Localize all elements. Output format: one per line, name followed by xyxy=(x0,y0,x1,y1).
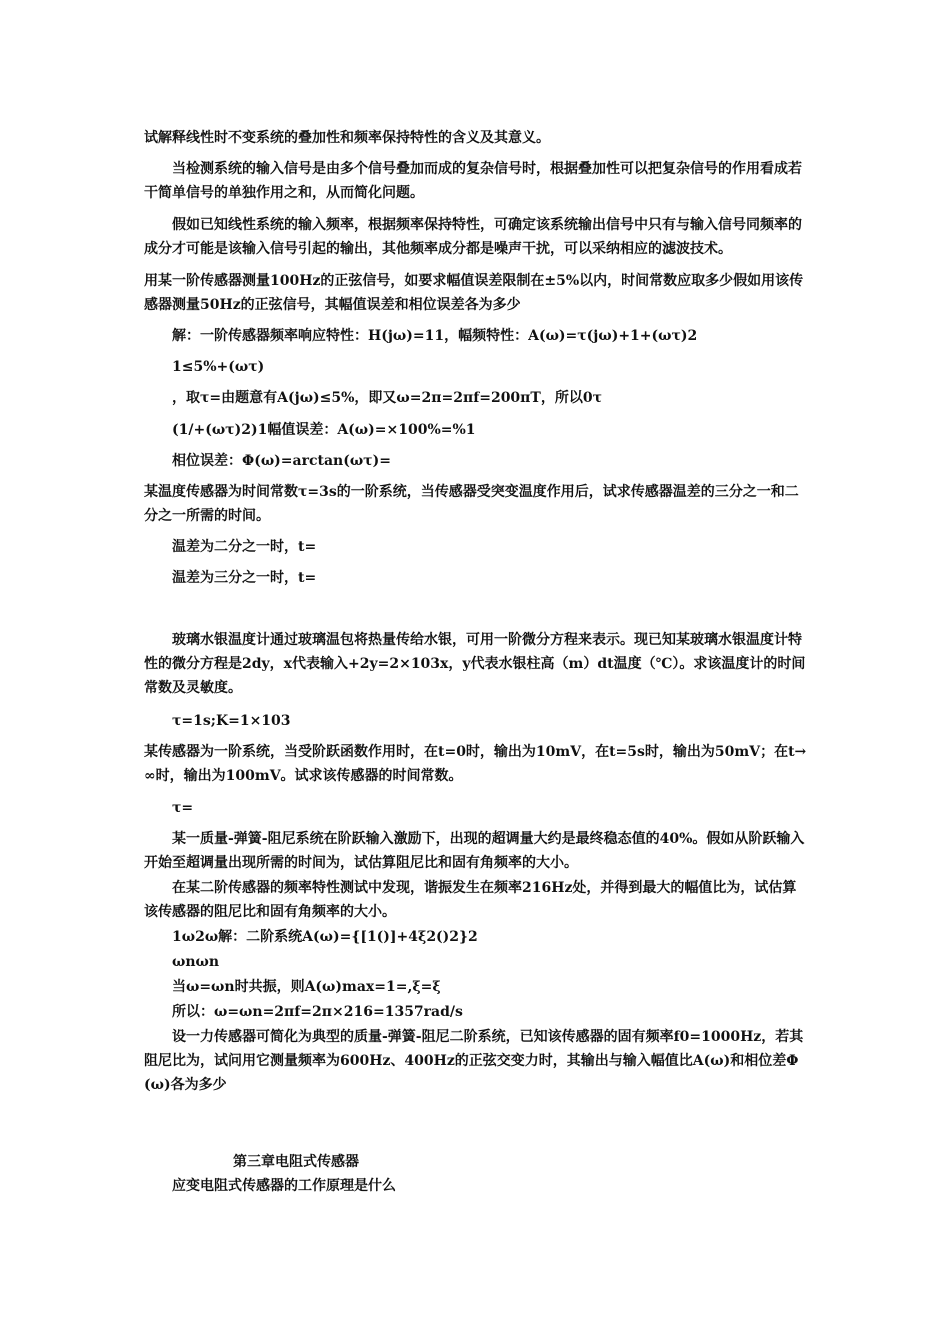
question-mass-spring-damper: 某一质量-弹簧-阻尼系统在阶跃输入激励下，出现的超调量大约是最终稳态值的40%。假如从阶跃输入开始至超调量出现所需的时间为，试估算阻尼比和固有角频率的大小。 xyxy=(144,831,805,871)
question-first-order-sensor: 用某一阶传感器测量100Hz的正弦信号，如要求幅值误差限制在±5%以内，时间常数应取多少假如用该传感器测量50Hz的正弦信号，其幅值误差和相位误差各为多少 xyxy=(144,273,804,313)
solution-line-4: (1/+(ωτ)2)1幅值误差：A(ω)=×100%=%1 xyxy=(172,422,476,438)
answer-third-difference: 温差为三分之一时，t= xyxy=(172,570,317,586)
answer-superposition: 当检测系统的输入信号是由多个信号叠加而成的复杂信号时，根据叠加性可以把复杂信号的作用看成若干简单信号的单独作用之和，从而简化问题。 xyxy=(144,161,802,201)
question-second-order-sensor: 在某二阶传感器的频率特性测试中发现，谐振发生在频率216Hz处，并得到最大的幅值比为，试估算该传感器的阻尼比和固有角频率的大小。 xyxy=(144,880,797,920)
solution-second-order-line-4: 所以：ω=ωn=2πf=2π×216=1357rad/s xyxy=(172,1004,463,1020)
solution-line-3: ，取τ=由题意有A(jω)≤5%，即又ω=2π=2πf=200πT，所以0τ xyxy=(172,390,603,406)
solution-line-5: 相位误差：Φ(ω)=arctan(ωτ)= xyxy=(172,453,391,469)
question-temperature-sensor: 某温度传感器为时间常数τ=3s的一阶系统，当传感器受突变温度作用后，试求传感器温差的三分之一和二分之一所需的时间。 xyxy=(144,484,799,524)
answer-thermometer: τ=1s;K=1×103 xyxy=(172,713,291,729)
answer-frequency-preservation: 假如已知线性系统的输入频率，根据频率保持特性，可确定该系统输出信号中只有与输入信号同频率的成分才可能是该输入信号引起的输出，其他频率成分都是噪声干扰，可以采纳相应的滤波技术。 xyxy=(144,217,802,257)
chapter-title: 第三章电阻式传感器 xyxy=(233,1154,359,1170)
solution-line-1: 解：一阶传感器频率响应特性：H(jω)=11，幅频特性：A(ω)=τ(jω)+1+(ωτ)2 xyxy=(172,328,698,344)
solution-second-order-line-3: 当ω=ωn时共振，则A(ω)max=1=,ξ=ξ xyxy=(172,979,441,995)
question-force-sensor: 设一力传感器可简化为典型的质量-弹簧-阻尼二阶系统，已知该传感器的固有频率f0=1000Hz，若其阻尼比为，试问用它测量频率为600Hz、400Hz的正弦交变力时，其输出与输入幅值比A(ω)和相位差Φ(ω)各为多少 xyxy=(144,1029,804,1093)
question-strain-gauge: 应变电阻式传感器的工作原理是什么 xyxy=(172,1178,396,1194)
solution-second-order-line-2: ωnωn xyxy=(172,954,220,970)
answer-half-difference: 温差为二分之一时，t= xyxy=(172,539,317,555)
question-superposition: 试解释线性时不变系统的叠加性和频率保持特性的含义及其意义。 xyxy=(144,130,550,146)
answer-time-constant: τ= xyxy=(172,800,194,816)
question-mercury-thermometer: 玻璃水银温度计通过玻璃温包将热量传给水银，可用一阶微分方程来表示。现已知某玻璃水银温度计特性的微分方程是2dy，x代表输入+2y=2×103x，y代表水银柱高（m）dt温度（℃）。求该温度计的时间常数及灵敏度。 xyxy=(144,632,806,696)
solution-second-order-line-1: 1ω2ω解：二阶系统A(ω)={[1()]+4ξ2()2}2 xyxy=(172,929,478,945)
question-step-response: 某传感器为一阶系统，当受阶跃函数作用时，在t=0时，输出为10mV，在t=5s时，输出为50mV；在t→∞时，输出为100mV。试求该传感器的时间常数。 xyxy=(144,744,807,784)
solution-line-2: 1≤5%+(ωτ) xyxy=(172,359,265,375)
